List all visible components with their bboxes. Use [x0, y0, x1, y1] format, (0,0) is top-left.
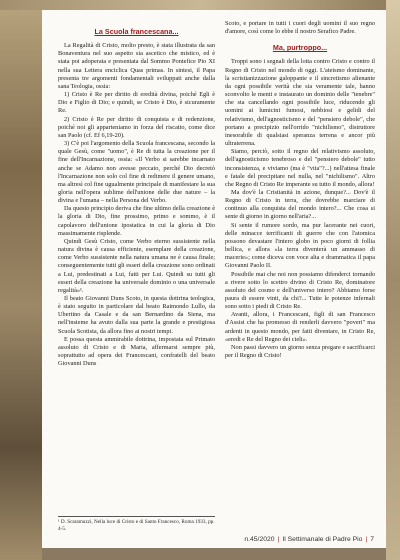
- paragraph: Non passi davvero un giorno senza pregare e sacrificarci per il Regno di Cristo!: [225, 343, 375, 360]
- paragraph-intro: Scoto, e portare in tutti i cuori degli uomini il suo regno d'amore, così come lo ebbe il nostro Serafico Padre.: [225, 20, 375, 36]
- decorative-frame-top: [0, 0, 400, 10]
- left-column: [58, 28, 215, 368]
- magazine-page: [42, 10, 386, 548]
- paragraph: 3) C'è poi l'argomento della Scuola francescana, secondo la quale Gesù, come "uomo", è Re di tutta la creazione per il fine dell'Incarnazione, ossia: «Il Verbo si sarebbe incarnato anche se Adamo non avesse peccato, perché Dio decretò l'Incarnazione non solo col fine di redimere il genere umano, ma altresì col fine ugualmente principale di manifestare la sua gloria nell'opera sublime dell'unione delle due nature – la divina e l'umana – nella Persona del Verbo.: [58, 140, 215, 205]
- paragraph: La Regalità di Cristo, molto presto, è stata illustrata da san Bonaventura nel suo aspetto sia ascetico che mistico, ed è stata poi adoperata e presentata dal Sommo Pontefice Pio XI nella sua Lettera enciclica Quas primas. In sintesi, il Papa presenta tre argomenti fondamentali sviluppati anche dalla sana Teologia, ossia:: [58, 42, 215, 90]
- paragraph: Quindi Gesù Cristo, come Verbo eterno sussistente nella natura divina è causa efficiente, esemplare della creazione, come Verbo sussistente nella natura umana ne è causa finale; conseguentemente tutti gli esseri della creazione sono ordinati a Lui, predestinati a Lui, fatti per Lui. Quindi su tutti gli esseri della creazione ha universale dominio o una universale regalità»¹.: [58, 237, 215, 294]
- decorative-frame-left: [0, 0, 42, 560]
- paragraph: Il beato Giovanni Duns Scoto, in questa dottrina teologica, è stato seguito in particolare dal beato Raimondo Lullo, da Ubertino da Casale e da san Bernardino da Siena, ma nell'insieme ha avuto dalla sua parte la grande e prestigiosa Scuola Scotista, da allora fino ai nostri tempi.: [58, 295, 215, 335]
- footer-separator: |: [365, 536, 368, 543]
- paragraph: 2) Cristo è Re per diritto di conquista e di redenzione, poiché noi gli apparteniamo in forza del riscatto, come dice san Paolo (cf. Ef 6,19-20).: [58, 115, 215, 139]
- paragraph: Ma dov'è la Cristianità in azione, dunque?... Dov'è il Regno di Cristo in terra, che dovrebbe marciare di continuo alla conquista del mondo intero?... Che cosa si sente di giorno in giorno nell'aria?...: [225, 188, 375, 221]
- decorative-frame-right: [386, 0, 400, 560]
- footnote: ¹ D. Scaramuzzi, Nella luce di Cristo e di Santo Francesco, Roma 1933, pp. 4-5.: [58, 516, 215, 532]
- paragraph: Troppi sono i segnali della lotta contro Cristo e contro il Regno di Cristo nel mondo di oggi. L'ateismo dominante, la scristianizzazione galoppante e il sincretismo alienante da ogni possibile verità che sia veramente tale, hanno sconvolto le menti e instaurato un dominio delle "tenebre" che sta cancellando ogni possibile luce, riducendo gli uomini ai lumicini fumosi, nebbiosi e gelidi del relativismo, dell'agnosticismo e del "pensiero debole", che portano a precipizio nell'orrido "nichilismo", distruttore inesorabile di qualsiasi speranza terrena e ancor più ultraterrena.: [225, 58, 375, 148]
- magazine-name: Il Settimanale di Padre Pio: [282, 536, 363, 543]
- paragraph: Da questo principio deriva che fine ultimo della creazione è la gloria di Dio, fine prossimo, primo e sommo, è il capolavoro dell'unione ipostatica in cui la gloria di Dio massimamente risplende.: [58, 205, 215, 237]
- paragraph: Avanti, allora, i Francescani, figli di san Francesco d'Assisi che ha promesso di renderli davvero "poveri" ma ardenti in questo mondo, per fatti diventare, in Cristo Re, «eredi e Re del Regno dei cieli».: [225, 311, 375, 343]
- issue-number: n.45/2020: [244, 536, 275, 543]
- paragraph: 1) Cristo è Re per diritto di eredità divina, poiché Egli è Dio e Figlio di Dio; e quindi, se Cristo è Dio, è sicuramente Re.: [58, 91, 215, 115]
- section-title-purtroppo: Ma, purtroppo...: [272, 43, 328, 53]
- page-footer: [244, 536, 374, 543]
- right-column: [225, 20, 375, 360]
- footer-separator: |: [277, 536, 280, 543]
- page-number: 7: [370, 536, 374, 543]
- paragraph: Si sente il rumore sordo, ma pur lacerante nei cuori, delle minacce terrificanti di guerre che con l'atomica possono devastare l'intero globo in poco giorni di follia bellica, e allora «la terra diventerà un ammasso di macerie»; come diceva con voce alta e drammatica il papa Giovanni Paolo II.: [225, 221, 375, 270]
- section-title-scuola: La Scuola francescana...: [94, 27, 179, 36]
- paragraph: Siamo, perciò, sotto il regno del relativismo assoluto, dell'agnosticismo tenebroso e del "pensiero debole" tutto inconsistenza, e viviamo (ma è "vita"?...) nell'attesa finale e fatale del precipitare nel nulla, nel "nichilismo". Altro che Regno di Cristo Re imperante su tutto il mondo, allora!: [225, 148, 375, 188]
- paragraph: Possibile mai che noi non possiamo difenderci tornando a rivere sotto lo scettro divino di Cristo Re, dominatore assoluto del cosmo e dell'universo intero? Abbiamo forse paura di essere vinti, da chi?... Tutte le potenze infernali sono sotto i piedi di Cristo Re.: [225, 270, 375, 311]
- paragraph: E possa questa ammirabile dottrina, impostata sul Primato assoluto di Cristo e di Maria, affermarsi sempre più, soprattutto ad opera dei Francescani, confratelli del beato Giovanni Duns: [58, 335, 215, 368]
